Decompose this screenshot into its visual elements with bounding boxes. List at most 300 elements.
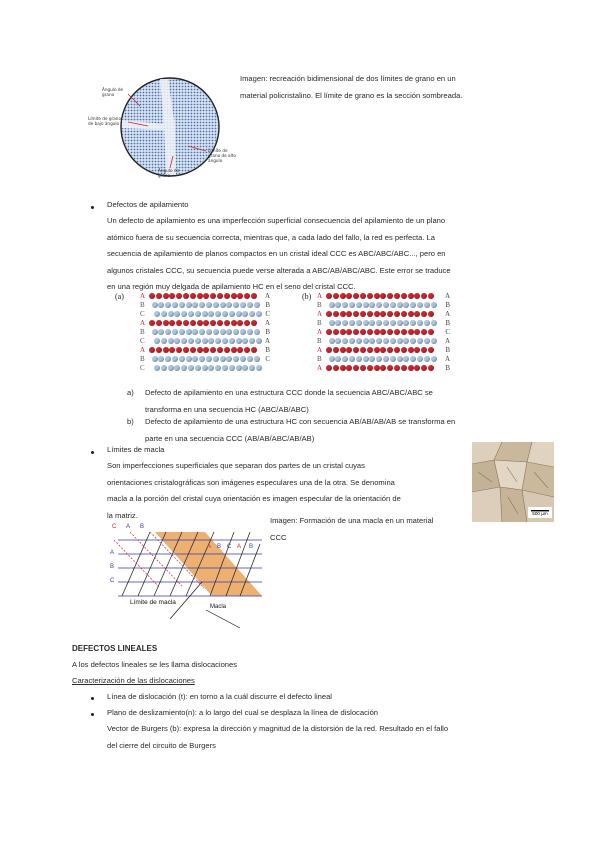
atom (244, 293, 250, 299)
atom (199, 329, 205, 335)
atom (203, 293, 209, 299)
atom (346, 293, 352, 299)
atom (244, 347, 250, 353)
atom (229, 338, 235, 344)
atom (360, 365, 366, 371)
atom (333, 347, 339, 353)
atom (431, 356, 437, 362)
atom (247, 302, 253, 308)
stack-letter-left: A (140, 292, 146, 300)
stack-letter-right: A (264, 319, 270, 327)
atom (383, 356, 389, 362)
atom (149, 320, 155, 326)
atom (401, 329, 407, 335)
fig-label-twin: Macla (210, 604, 227, 610)
stack-letter-right: A (264, 292, 270, 300)
atom (363, 356, 369, 362)
item-a-line1: Defecto de apilamiento en una estructura CCC donde la secuencia ABC/ABC/ABC se (145, 388, 433, 397)
atom (401, 293, 407, 299)
stack-letter-right: C (265, 310, 270, 318)
atom (417, 302, 423, 308)
atom (369, 356, 375, 362)
atom (360, 329, 366, 335)
atom (208, 338, 214, 344)
twin-letter: B (140, 524, 145, 530)
atom (356, 356, 362, 362)
atom (161, 365, 167, 371)
atom (169, 293, 175, 299)
atom (335, 338, 341, 344)
atom (213, 302, 219, 308)
atom (174, 338, 180, 344)
atom (397, 356, 403, 362)
atom (242, 365, 248, 371)
atom (387, 311, 393, 317)
atom (424, 302, 430, 308)
top-caption-line1: Imagen: recreación bidimensional de dos límites de grano en un (240, 74, 456, 83)
stacking-fault-figure (112, 291, 452, 376)
atom (329, 320, 335, 326)
atom (424, 356, 430, 362)
atom (408, 293, 414, 299)
atom (190, 347, 196, 353)
atom (156, 347, 162, 353)
atom (387, 329, 393, 335)
atom (242, 338, 248, 344)
atom (217, 320, 223, 326)
stack-letter-left: B (140, 301, 145, 309)
lineales-line4: del cierre del circuito de Burgers (107, 740, 216, 750)
atom (174, 365, 180, 371)
atom (367, 293, 373, 299)
stack-letter-left: C (140, 337, 145, 345)
lineales-burgers (107, 721, 547, 754)
atom (254, 329, 260, 335)
atom (397, 338, 403, 344)
atom (152, 356, 158, 362)
atom (183, 347, 189, 353)
atom (179, 302, 185, 308)
atom (256, 338, 262, 344)
stack-letter-left: B (140, 355, 145, 363)
atom (410, 356, 416, 362)
atom (168, 311, 174, 317)
atom (172, 329, 178, 335)
apilamiento-line: en una región muy delgada de apilamiento HC en el seno del cristal CCC. (107, 282, 356, 291)
atom (394, 311, 400, 317)
apilamiento-paragraph (107, 213, 527, 296)
stack-letter-left: B (317, 355, 322, 363)
stack-letter-right: A (444, 292, 450, 300)
lineales-subheading: Caracterización de las dislocaciones (72, 676, 195, 685)
atom (394, 365, 400, 371)
atom (206, 329, 212, 335)
atom (229, 365, 235, 371)
atom (236, 338, 242, 344)
atom (417, 356, 423, 362)
atom (165, 356, 171, 362)
atom (397, 320, 403, 326)
panel-b-label: (b) (302, 292, 312, 301)
atom (254, 356, 260, 362)
atom (172, 356, 178, 362)
atom (199, 302, 205, 308)
micrograph-scale-bar: 500 µm (532, 511, 548, 516)
atom (394, 329, 400, 335)
bullet-macla (91, 451, 94, 454)
atom (229, 311, 235, 317)
atom (179, 356, 185, 362)
atom (421, 347, 427, 353)
atom (417, 338, 423, 344)
atom (158, 356, 164, 362)
fig-label-twin-boundary: Límite de macla (130, 599, 176, 606)
atom (414, 329, 420, 335)
atom (188, 311, 194, 317)
atom (383, 320, 389, 326)
stack-letter-right: B (265, 346, 270, 354)
atom (192, 302, 198, 308)
atom (428, 365, 434, 371)
atom (197, 320, 203, 326)
item-a-line2: transforma en una secuencia HC (ABC/AB/ABC) (145, 404, 309, 414)
atom (403, 338, 409, 344)
atom (367, 347, 373, 353)
twin-letter: A (237, 544, 242, 550)
stack-letter-right: C (445, 328, 450, 336)
atom (186, 356, 192, 362)
atom (165, 302, 171, 308)
fig-label-grain-angle-a: Ángulo de grano (102, 87, 124, 97)
atom (349, 320, 355, 326)
atom (161, 311, 167, 317)
top-caption-line2: material policristalino. El límite de grano es la sección sombreada. (240, 90, 463, 100)
atom (158, 302, 164, 308)
atom (421, 365, 427, 371)
atom (188, 338, 194, 344)
atom (380, 293, 386, 299)
atom (220, 356, 226, 362)
stack-letter-right: A (444, 337, 450, 345)
atom (428, 329, 434, 335)
atom (326, 329, 332, 335)
stack-letter-left: A (317, 292, 323, 300)
atom (390, 302, 396, 308)
stack-letter-left: A (317, 328, 323, 336)
atom (410, 338, 416, 344)
atom (376, 302, 382, 308)
atom (356, 320, 362, 326)
atom (236, 311, 242, 317)
atom (390, 338, 396, 344)
atom (360, 293, 366, 299)
atom (158, 329, 164, 335)
atom (149, 347, 155, 353)
macla-caption-line2: CCC (270, 532, 287, 542)
atom (428, 347, 434, 353)
atom (226, 329, 232, 335)
atom (329, 302, 335, 308)
atom (169, 320, 175, 326)
atom (353, 311, 359, 317)
atom (380, 311, 386, 317)
atom (156, 293, 162, 299)
atom (369, 302, 375, 308)
atom (192, 356, 198, 362)
atom (208, 365, 214, 371)
stack-letter-left: A (140, 319, 146, 327)
atom (349, 356, 355, 362)
atom (353, 329, 359, 335)
atom (346, 311, 352, 317)
atom (163, 347, 169, 353)
atom (353, 293, 359, 299)
atom (326, 293, 332, 299)
atom (374, 311, 380, 317)
twin-letter: A (207, 544, 212, 550)
macla-caption-line1: Imagen: Formación de una macla en un material (270, 516, 434, 525)
apilamiento-line: atómico fuera de su secuencia correcta, mientras que, a cada lado del fallo, la red es perfecta. La (107, 232, 435, 242)
atom (224, 320, 230, 326)
apilamiento-title: Defectos de apilamiento (107, 200, 189, 209)
bullet-apilamiento (91, 206, 94, 209)
atom (363, 320, 369, 326)
atom (217, 347, 223, 353)
atom (401, 365, 407, 371)
atom (168, 365, 174, 371)
stack-letter-right: A (444, 355, 450, 363)
atom (380, 347, 386, 353)
atom (387, 293, 393, 299)
apilamiento-line: secuencia de apilamiento de planos compactos en un cristal ideal CCC es ABC/ABC/ABC..., pero en (107, 249, 446, 258)
atom (181, 338, 187, 344)
lineales-bullet2: Plano de deslizamiento(n): a lo largo del cual se desplaza la línea de dislocación (107, 708, 379, 717)
atom (237, 293, 243, 299)
atom (414, 293, 420, 299)
atom (240, 356, 246, 362)
atom (367, 329, 373, 335)
atom (353, 365, 359, 371)
atom (215, 311, 221, 317)
atom (367, 311, 373, 317)
stack-letter-right: A (444, 310, 450, 318)
stack-letter-right: B (445, 364, 450, 372)
atom (408, 365, 414, 371)
atom (251, 347, 257, 353)
atom (202, 311, 208, 317)
item-b-marker: b) (127, 417, 134, 426)
atom (183, 293, 189, 299)
atom (233, 302, 239, 308)
atom (231, 347, 237, 353)
atom (213, 329, 219, 335)
atom (356, 338, 362, 344)
atom (220, 329, 226, 335)
atom (394, 347, 400, 353)
atom (176, 347, 182, 353)
atom (197, 293, 203, 299)
atom (226, 302, 232, 308)
atom (360, 347, 366, 353)
twin-lattice-svg (110, 524, 270, 630)
atom (340, 347, 346, 353)
atom (363, 302, 369, 308)
atom (414, 347, 420, 353)
atom (428, 311, 434, 317)
atom (190, 293, 196, 299)
atom (335, 302, 341, 308)
stacking-panel-a (140, 292, 270, 374)
atom (346, 329, 352, 335)
atom (356, 302, 362, 308)
atom (215, 338, 221, 344)
twin-letter: A (126, 524, 131, 530)
atom (353, 347, 359, 353)
atom (199, 356, 205, 362)
atom (203, 320, 209, 326)
item-a-marker: a) (127, 388, 134, 397)
stack-letter-right: B (265, 328, 270, 336)
twin-formation-diagram (110, 524, 270, 630)
atom (414, 311, 420, 317)
atom (165, 329, 171, 335)
atom (387, 365, 393, 371)
atom (251, 293, 257, 299)
atom (431, 338, 437, 344)
apilamiento-line: Un defecto de apilamiento es una imperfección superficial consecuencia del apilamiento de un plano (107, 216, 446, 225)
atom (326, 311, 332, 317)
atom (222, 338, 228, 344)
atom (403, 302, 409, 308)
atom (188, 365, 194, 371)
atom (244, 320, 250, 326)
atom (210, 293, 216, 299)
atom (149, 293, 155, 299)
stack-letter-right: A (264, 337, 270, 345)
fig-label-high-angle-boundary: Límite de grano de alto ángulo (208, 148, 236, 163)
atom (236, 365, 242, 371)
atom (424, 338, 430, 344)
stack-letter-left: A (317, 310, 323, 318)
atom (376, 320, 382, 326)
atom (222, 311, 228, 317)
atom (408, 347, 414, 353)
twin-letter: B (249, 544, 254, 550)
atom (163, 320, 169, 326)
macla-caption (270, 513, 490, 546)
atom (383, 338, 389, 344)
twin-letter: C (112, 524, 117, 530)
atom (233, 356, 239, 362)
macla-line: Son imperfecciones superficiales que separan dos partes de un cristal cuyas (107, 461, 365, 470)
atom (210, 320, 216, 326)
atom (335, 320, 341, 326)
atom (251, 320, 257, 326)
atom (374, 365, 380, 371)
atom (256, 311, 262, 317)
fig-label-grain-angle-b: Ángulo de grano (158, 168, 180, 178)
atom (197, 347, 203, 353)
macla-title: Límites de macla (107, 445, 165, 454)
atom (390, 356, 396, 362)
macla-line: macla a la porción del cristal cuya orientación es imagen especular de la orientación de (107, 494, 401, 503)
atom (333, 293, 339, 299)
atom (333, 329, 339, 335)
atom (403, 356, 409, 362)
atom (329, 356, 335, 362)
atom (186, 329, 192, 335)
atom (346, 347, 352, 353)
atom (421, 329, 427, 335)
stack-letter-left: B (317, 337, 322, 345)
atom (401, 311, 407, 317)
atom (349, 338, 355, 344)
lineales-intro: A los defectos lineales se les llama dislocaciones (72, 660, 238, 669)
bullet-linea (91, 697, 94, 700)
atom (156, 320, 162, 326)
atom (208, 311, 214, 317)
twin-micrograph (472, 442, 554, 522)
stack-letter-left: A (317, 346, 323, 354)
atom (335, 356, 341, 362)
atom (224, 293, 230, 299)
atom (424, 320, 430, 326)
atom (326, 365, 332, 371)
atom (376, 356, 382, 362)
atom (195, 311, 201, 317)
atom (169, 347, 175, 353)
atom (417, 320, 423, 326)
twin-letter: C (110, 578, 115, 584)
atom (421, 293, 427, 299)
item-b-line1: Defecto de apilamiento de una estructura HC con secuencia AB/AB/AB/AB se transforma en (145, 417, 456, 426)
macla-line: la matriz. (107, 510, 138, 520)
atom (181, 365, 187, 371)
atom (190, 320, 196, 326)
atom (231, 293, 237, 299)
atom (192, 329, 198, 335)
lineales-line3: Vector de Burgers (b): expresa la dirección y magnitud de la distorsión de la red. Resultado en el fallo (107, 724, 449, 733)
atom (383, 302, 389, 308)
atom (195, 338, 201, 344)
lineales-heading: DEFECTOS LINEALES (72, 644, 158, 653)
atom (172, 302, 178, 308)
atom (431, 302, 437, 308)
atom (401, 347, 407, 353)
atom (428, 293, 434, 299)
atom (161, 338, 167, 344)
stack-letter-left: B (317, 301, 322, 309)
stack-letter-right: B (265, 301, 270, 309)
atom (333, 365, 339, 371)
atom (186, 302, 192, 308)
stacking-panel-b (317, 292, 450, 374)
atom (240, 302, 246, 308)
atom (394, 293, 400, 299)
atom (346, 365, 352, 371)
stack-letter-left: B (317, 319, 322, 327)
stack-letter-left: A (140, 346, 146, 354)
stack-letter-left: C (140, 310, 145, 318)
twin-letter: A (110, 550, 115, 556)
atom (213, 356, 219, 362)
atom (403, 320, 409, 326)
atom (249, 338, 255, 344)
atom (387, 347, 393, 353)
atom (340, 365, 346, 371)
atom (163, 293, 169, 299)
atom (224, 347, 230, 353)
